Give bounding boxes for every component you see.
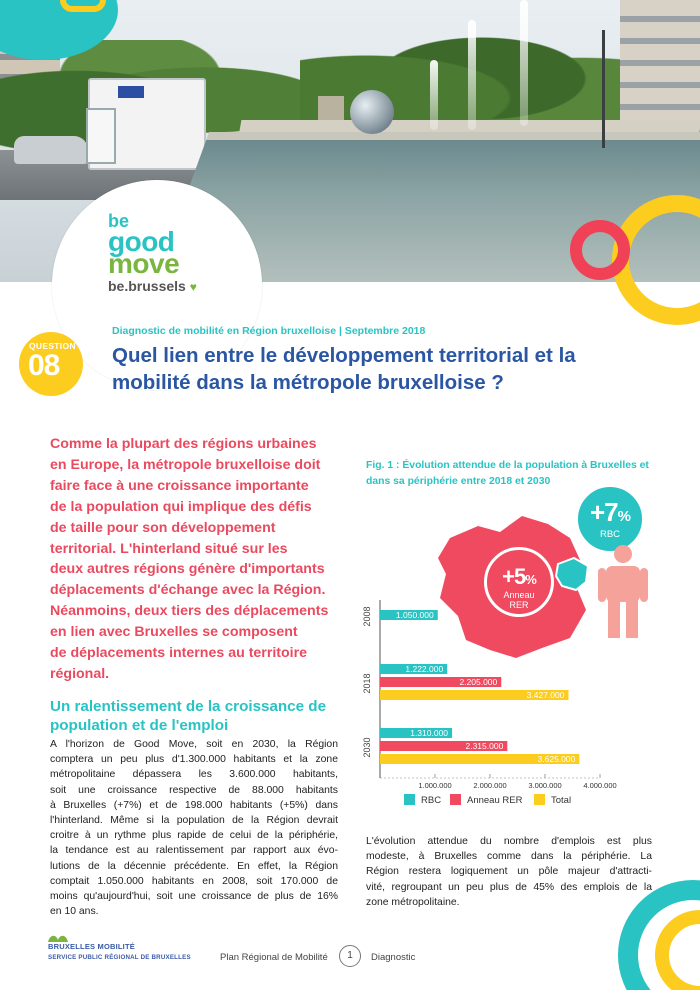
logo-be: be bbox=[108, 211, 130, 231]
car bbox=[14, 136, 88, 164]
chart-data-label: 1.310.000 bbox=[410, 728, 449, 738]
intro-line: en Europe, la métropole bruxelloise doit bbox=[50, 456, 321, 473]
legend-item bbox=[404, 794, 441, 806]
intro-line: de taille pour son développement bbox=[50, 519, 276, 536]
heart-icon: ♥ bbox=[189, 280, 197, 294]
figure-title: Fig. 1 : Évolution attendue de la population à Bruxelles et dans sa périphérie entre 2018 et 2030 bbox=[366, 460, 649, 487]
intro-line: de déplacements internes au territoire bbox=[50, 645, 308, 662]
body-line: L'évolution attendue du nombre d'emplois est plus bbox=[366, 836, 652, 847]
chart-data-label: 1.050.000 bbox=[395, 610, 434, 620]
legend-item bbox=[534, 794, 571, 806]
street-lamp bbox=[602, 30, 605, 148]
logo-move: move bbox=[108, 248, 180, 279]
chart-tick-label: 3.000.000 bbox=[528, 781, 562, 790]
intro-paragraph bbox=[50, 434, 342, 685]
body-line: moins qu'aujourd'hui, soit une croissance de plus de 16% bbox=[50, 891, 338, 903]
fountain-jet bbox=[430, 60, 438, 130]
chart-group-label: 2008 bbox=[362, 606, 372, 627]
body-line: soit une croissance respective de 88.000 habitants bbox=[50, 784, 338, 796]
intro-line: faire face à une croissance importante bbox=[50, 477, 309, 494]
footer-brand: BRUXELLES MOBILITÉ bbox=[48, 942, 135, 951]
body-line: croitre à un rythme plus rapide de celui de la périphérie, bbox=[50, 830, 338, 842]
rbc-area bbox=[556, 558, 588, 590]
body-line: comptera un peu plus d'1.300.000 habitants et la zone bbox=[50, 754, 338, 766]
intro-line: en lien avec Bruxelles se composent bbox=[50, 624, 298, 641]
document-subtitle: Diagnostic de mobilité en Région bruxelloise | Septembre 2018 bbox=[112, 325, 426, 337]
truck-logo bbox=[118, 86, 144, 98]
fountain-jet bbox=[468, 20, 476, 130]
legend-swatch bbox=[404, 794, 415, 805]
truck-cab bbox=[86, 108, 116, 164]
rbc-growth-badge: +7% RBC bbox=[575, 484, 645, 554]
employment-paragraph bbox=[366, 834, 652, 910]
body-line: vité, regroupant un peu plus de 45% des emplois de la bbox=[366, 881, 652, 893]
intro-line: déplacements d'échange avec la Région. bbox=[50, 582, 326, 599]
legend-label: RBC bbox=[421, 795, 442, 806]
section-body bbox=[50, 737, 338, 919]
chart-data-label: 3.427.000 bbox=[526, 690, 565, 700]
chart-data-label: 3.625.000 bbox=[537, 754, 576, 764]
body-line: modeste, à Bruxelles comme dans la périphérie. La bbox=[366, 851, 652, 863]
intro-line: territorial. L'hinterland situé sur les bbox=[50, 540, 288, 557]
legend-swatch bbox=[450, 794, 461, 805]
body-line: lutions de la décennie précédente. En effet, la Région bbox=[50, 860, 338, 872]
chart-data-label: 2.205.000 bbox=[459, 677, 498, 687]
legend-item bbox=[450, 794, 522, 806]
legend-label: Total bbox=[551, 795, 572, 806]
sculpture-sphere bbox=[350, 90, 394, 134]
chart-tick-label: 1.000.000 bbox=[418, 781, 452, 790]
body-line: A l'horizon de Good Move, soit en 2030, la Région bbox=[50, 739, 338, 750]
fountain-jet bbox=[520, 0, 528, 126]
footer-section: Diagnostic bbox=[371, 952, 416, 963]
section-title: Un ralentissement de la croissance de population et de l'emploi bbox=[50, 698, 327, 734]
body-line: Région restera logiquement un pôle majeur d'attracti- bbox=[366, 866, 652, 878]
good-move-logo bbox=[108, 212, 238, 293]
legend-label: Anneau RER bbox=[467, 795, 523, 806]
intro-line: de la population qui implique des défis bbox=[50, 498, 312, 515]
body-line: l'hinterland. Même si la population de la Région devrait bbox=[50, 815, 338, 827]
chart-data-label: 2.315.000 bbox=[465, 741, 504, 751]
chart-group-label: 2018 bbox=[362, 673, 372, 694]
footer-plan: Plan Régional de Mobilité bbox=[220, 952, 328, 963]
body-line: métropolitaine dépassera les 3.600.000 habitants, bbox=[50, 769, 338, 781]
decor-arc-yellow bbox=[60, 0, 106, 12]
body-line: comptait 1.050.000 habitants en 2008, soit 170.000 de bbox=[50, 875, 338, 887]
chart-group-label: 2030 bbox=[362, 737, 372, 758]
question-number: 08 bbox=[28, 349, 60, 382]
logo-brussels: be.brussels ♥ bbox=[108, 278, 197, 294]
footer-brand-subtitle: SERVICE PUBLIC RÉGIONAL DE BRUXELLES bbox=[48, 954, 191, 961]
chart-data-label: 1.222.000 bbox=[405, 664, 444, 674]
body-line: la tendance est au ralentissement par rapport aux évo- bbox=[50, 845, 338, 857]
intro-line: régional. bbox=[50, 665, 110, 682]
body-line: à Bruxelles (+7%) et de 198.000 habitants (+5%) dans bbox=[50, 799, 338, 811]
rer-growth-badge: +5% Anneau RER bbox=[484, 547, 554, 617]
body-line: en 10 ans. bbox=[50, 906, 99, 918]
logo-good: good bbox=[108, 226, 175, 257]
page-number: 1 bbox=[339, 945, 361, 967]
chart-tick-label: 4.000.000 bbox=[583, 781, 617, 790]
chart-tick-label: 2.000.000 bbox=[473, 781, 507, 790]
question-label: QUESTION bbox=[29, 341, 76, 351]
population-chart bbox=[358, 600, 638, 790]
intro-line: deux autres régions génère d'importants bbox=[50, 561, 325, 578]
legend-swatch bbox=[534, 794, 545, 805]
truck bbox=[88, 78, 206, 170]
page-title: Quel lien entre le développement territorial et la mobilité dans la métropole bruxelloise ? bbox=[112, 344, 576, 394]
intro-line: Comme la plupart des régions urbaines bbox=[50, 436, 317, 452]
decor-ring-red bbox=[570, 220, 630, 280]
body-line: zone métropolitaine. bbox=[366, 896, 460, 908]
intro-line: Néanmoins, deux tiers des déplacements bbox=[50, 603, 329, 620]
